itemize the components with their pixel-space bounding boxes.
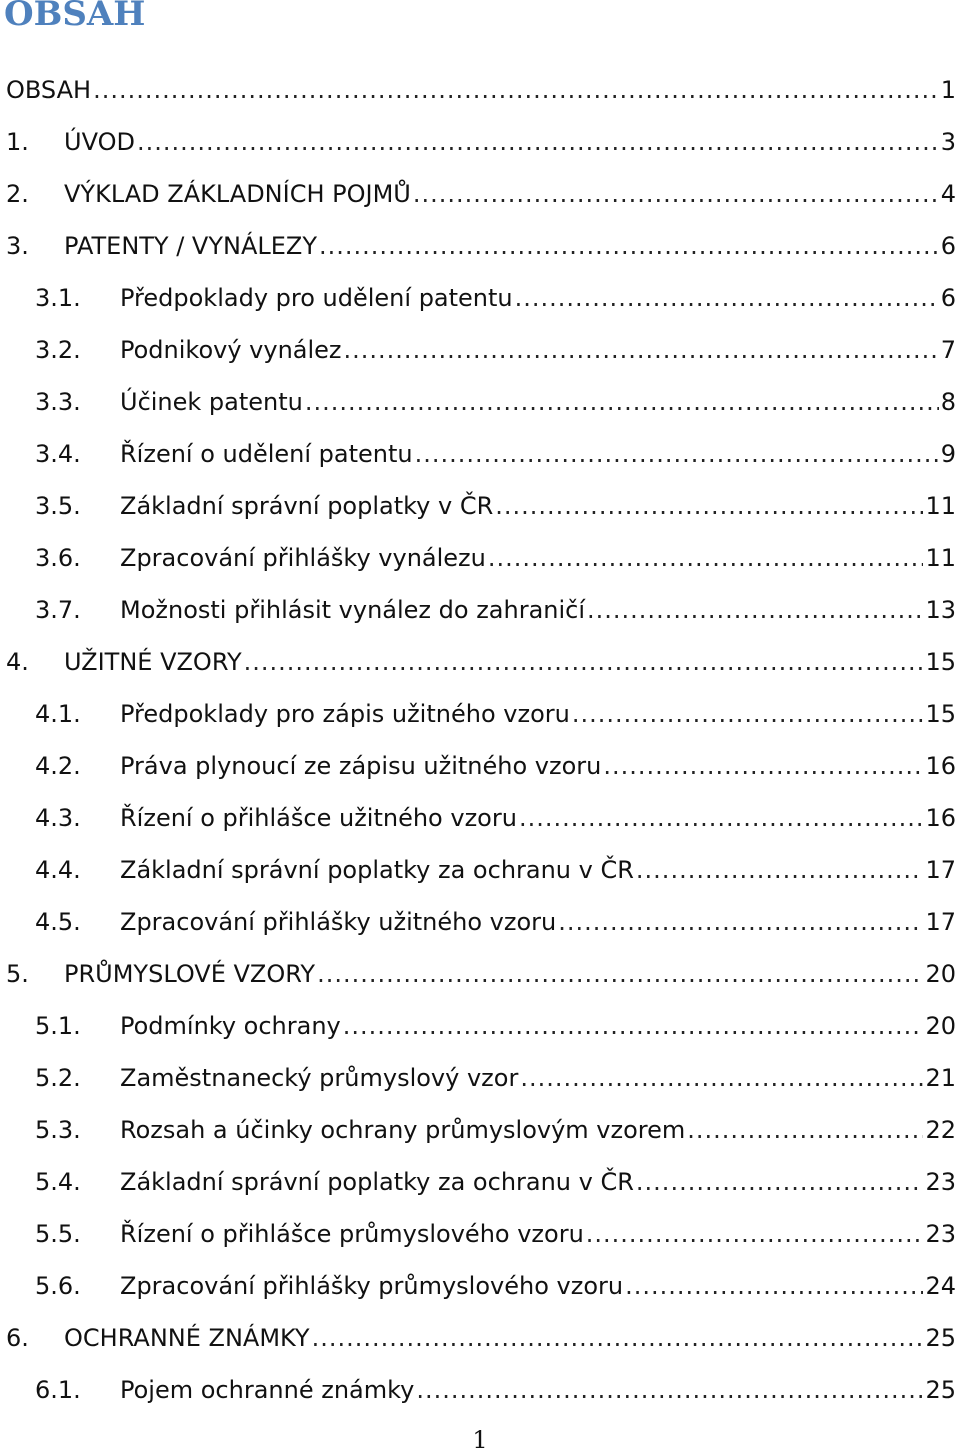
toc-entry-line: [120, 803, 956, 833]
toc-entry-page: 15: [925, 700, 956, 728]
toc-entry-title: ÚVOD: [64, 128, 135, 156]
toc-entry-title: Předpoklady pro udělení patentu: [120, 284, 513, 312]
toc-entry[interactable]: [0, 64, 960, 116]
toc-entry[interactable]: [0, 1208, 960, 1260]
toc-entry-line: [120, 1271, 956, 1301]
dot-leader: [603, 751, 923, 781]
dot-leader: [415, 439, 939, 469]
toc-entry-number: 4.3.: [35, 804, 81, 832]
toc-entry-page: 6: [940, 284, 956, 312]
dot-leader: [636, 1167, 924, 1197]
dot-leader: [515, 283, 939, 313]
toc-entry-line: [120, 387, 956, 417]
dot-leader: [495, 491, 923, 521]
toc-entry-number: 3.2.: [35, 336, 81, 364]
toc-entry[interactable]: [0, 1312, 960, 1364]
toc-entry-number: 5.: [6, 960, 29, 988]
toc-entry-number: 4.5.: [35, 908, 81, 936]
toc-entry-page: 16: [925, 752, 956, 780]
toc-entry-line: [120, 1011, 956, 1041]
dot-leader: [93, 75, 939, 105]
toc-entry-line: [120, 1167, 956, 1197]
dot-leader: [636, 855, 924, 885]
toc-entry-title: Podmínky ochrany: [120, 1012, 341, 1040]
toc-entry[interactable]: [0, 584, 960, 636]
toc-entry-title: Rozsah a účinky ochrany průmyslovým vzorem: [120, 1116, 686, 1144]
page-number: 1: [472, 1426, 488, 1454]
toc-entry-number: 5.3.: [35, 1116, 81, 1144]
toc-entry-line: [120, 1115, 956, 1145]
dot-leader: [687, 1115, 923, 1145]
toc-entry-page: 8: [940, 388, 956, 416]
toc-entry[interactable]: [0, 948, 960, 1000]
toc-entry[interactable]: [0, 1052, 960, 1104]
toc-entry-page: 6: [940, 232, 956, 260]
toc-entry-page: 23: [925, 1220, 956, 1248]
toc-entry-line: [120, 439, 956, 469]
toc-entry-number: 3.1.: [35, 284, 81, 312]
toc-entry-page: 17: [925, 856, 956, 884]
toc-entry-line: [120, 543, 956, 573]
toc-entry-number: 4.2.: [35, 752, 81, 780]
toc-entry-number: 3.5.: [35, 492, 81, 520]
toc-entry-page: 24: [925, 1272, 956, 1300]
dot-leader: [317, 959, 923, 989]
dot-leader: [572, 699, 924, 729]
toc-entry-title: Zpracování přihlášky vynálezu: [120, 544, 486, 572]
toc-entry[interactable]: [0, 844, 960, 896]
toc-entry-page: 16: [925, 804, 956, 832]
dot-leader: [319, 231, 939, 261]
toc-entry[interactable]: [0, 272, 960, 324]
toc-entry-number: 4.4.: [35, 856, 81, 884]
toc-entry-page: 4: [940, 180, 956, 208]
toc-entry-page: 9: [940, 440, 956, 468]
toc-entry-title: PATENTY / VYNÁLEZY: [64, 232, 318, 260]
toc-entry-title: OCHRANNÉ ZNÁMKY: [64, 1324, 310, 1352]
dot-leader: [587, 595, 923, 625]
toc-entry-line: [120, 1219, 956, 1249]
table-of-contents: [0, 64, 960, 1416]
toc-entry-page: 21: [925, 1064, 956, 1092]
toc-entry-number: 6.1.: [35, 1376, 81, 1404]
toc-entry-line: [120, 283, 956, 313]
dot-leader: [244, 647, 924, 677]
toc-entry-title: Možnosti přihlásit vynález do zahraničí: [120, 596, 586, 624]
dot-leader: [586, 1219, 924, 1249]
toc-entry-line: [120, 335, 956, 365]
toc-entry-title: Základní správní poplatky v ČR: [120, 492, 494, 520]
toc-entry[interactable]: [0, 1364, 960, 1416]
toc-entry[interactable]: [0, 480, 960, 532]
dot-leader: [305, 387, 939, 417]
toc-entry-page: 20: [925, 960, 956, 988]
dot-leader: [416, 1375, 923, 1405]
toc-entry[interactable]: [0, 116, 960, 168]
toc-entry-page: 15: [925, 648, 956, 676]
toc-entry-line: [64, 231, 956, 261]
toc-entry[interactable]: [0, 740, 960, 792]
toc-entry[interactable]: [0, 1000, 960, 1052]
toc-entry[interactable]: [0, 428, 960, 480]
toc-entry[interactable]: [0, 1260, 960, 1312]
toc-entry[interactable]: [0, 168, 960, 220]
toc-entry[interactable]: [0, 636, 960, 688]
page-title: OBSAH: [4, 0, 146, 34]
toc-entry-page: 17: [925, 908, 956, 936]
toc-entry-title: Práva plynoucí ze zápisu užitného vzoru: [120, 752, 602, 780]
toc-entry-number: 3.7.: [35, 596, 81, 624]
toc-entry[interactable]: [0, 220, 960, 272]
toc-entry-number: 5.1.: [35, 1012, 81, 1040]
toc-entry[interactable]: [0, 1156, 960, 1208]
toc-entry-page: 22: [925, 1116, 956, 1144]
toc-entry-number: 5.5.: [35, 1220, 81, 1248]
toc-entry[interactable]: [0, 792, 960, 844]
toc-entry-number: 5.6.: [35, 1272, 81, 1300]
toc-entry-title: Podnikový vynález: [120, 336, 342, 364]
toc-entry-page: 25: [925, 1324, 956, 1352]
toc-entry-title: Zpracování přihlášky užitného vzoru: [120, 908, 557, 936]
toc-entry-page: 7: [940, 336, 956, 364]
dot-leader: [344, 335, 939, 365]
toc-entry-line: [64, 959, 956, 989]
toc-entry-line: [120, 699, 956, 729]
toc-entry-title: Zpracování přihlášky průmyslového vzoru: [120, 1272, 624, 1300]
toc-entry-line: [120, 855, 956, 885]
toc-entry-page: 1: [940, 76, 956, 104]
toc-entry-title: Předpoklady pro zápis užitného vzoru: [120, 700, 570, 728]
toc-entry-title: PRŮMYSLOVÉ VZORY: [64, 960, 316, 988]
toc-entry-line: [120, 491, 956, 521]
toc-entry-page: 23: [925, 1168, 956, 1196]
toc-entry-number: 3.6.: [35, 544, 81, 572]
toc-entry-line: [64, 127, 956, 157]
toc-entry[interactable]: [0, 376, 960, 428]
toc-entry-number: 4.: [6, 648, 29, 676]
toc-entry[interactable]: [0, 688, 960, 740]
toc-entry-line: [120, 1375, 956, 1405]
toc-entry-title: Zaměstnanecký průmyslový vzor: [120, 1064, 519, 1092]
toc-entry-title: OBSAH: [6, 76, 92, 104]
dot-leader: [413, 179, 939, 209]
toc-entry-title: Pojem ochranné známky: [120, 1376, 415, 1404]
dot-leader: [312, 1323, 924, 1353]
toc-entry-number: 6.: [6, 1324, 29, 1352]
toc-entry-title: Základní správní poplatky za ochranu v ČR: [120, 1168, 634, 1196]
toc-entry-title: VÝKLAD ZÁKLADNÍCH POJMŮ: [64, 180, 411, 208]
toc-entry-title: Základní správní poplatky za ochranu v ČR: [120, 856, 634, 884]
toc-entry[interactable]: [0, 532, 960, 584]
toc-entry-page: 20: [925, 1012, 956, 1040]
toc-entry[interactable]: [0, 324, 960, 376]
toc-entry-line: [120, 907, 956, 937]
dot-leader: [558, 907, 923, 937]
toc-entry-number: 2.: [6, 180, 29, 208]
toc-entry-title: Účinek patentu: [120, 388, 303, 416]
toc-entry[interactable]: [0, 1104, 960, 1156]
dot-leader: [137, 127, 939, 157]
toc-entry-title: Řízení o udělení patentu: [120, 440, 413, 468]
toc-entry-line: [120, 751, 956, 781]
toc-entry-number: 3.: [6, 232, 29, 260]
toc-entry-number: 4.1.: [35, 700, 81, 728]
dot-leader: [520, 1063, 923, 1093]
toc-entry-line: [64, 179, 956, 209]
toc-entry[interactable]: [0, 896, 960, 948]
toc-entry-line: [120, 1063, 956, 1093]
dot-leader: [519, 803, 924, 833]
toc-entry-line: [64, 647, 956, 677]
toc-entry-page: 25: [925, 1376, 956, 1404]
toc-entry-number: 5.4.: [35, 1168, 81, 1196]
toc-entry-number: 3.4.: [35, 440, 81, 468]
dot-leader: [625, 1271, 923, 1301]
toc-entry-page: 11: [925, 544, 956, 572]
toc-entry-title: Řízení o přihlášce užitného vzoru: [120, 804, 517, 832]
toc-entry-number: 1.: [6, 128, 29, 156]
toc-entry-number: 5.2.: [35, 1064, 81, 1092]
dot-leader: [488, 543, 924, 573]
toc-entry-page: 3: [940, 128, 956, 156]
toc-entry-title: Řízení o přihlášce průmyslového vzoru: [120, 1220, 584, 1248]
toc-entry-line: [64, 1323, 956, 1353]
toc-entry-line: [120, 595, 956, 625]
toc-entry-page: 11: [925, 492, 956, 520]
toc-entry-line: [6, 75, 956, 105]
dot-leader: [343, 1011, 924, 1041]
toc-entry-title: UŽITNÉ VZORY: [64, 648, 242, 676]
toc-entry-page: 13: [925, 596, 956, 624]
toc-entry-number: 3.3.: [35, 388, 81, 416]
